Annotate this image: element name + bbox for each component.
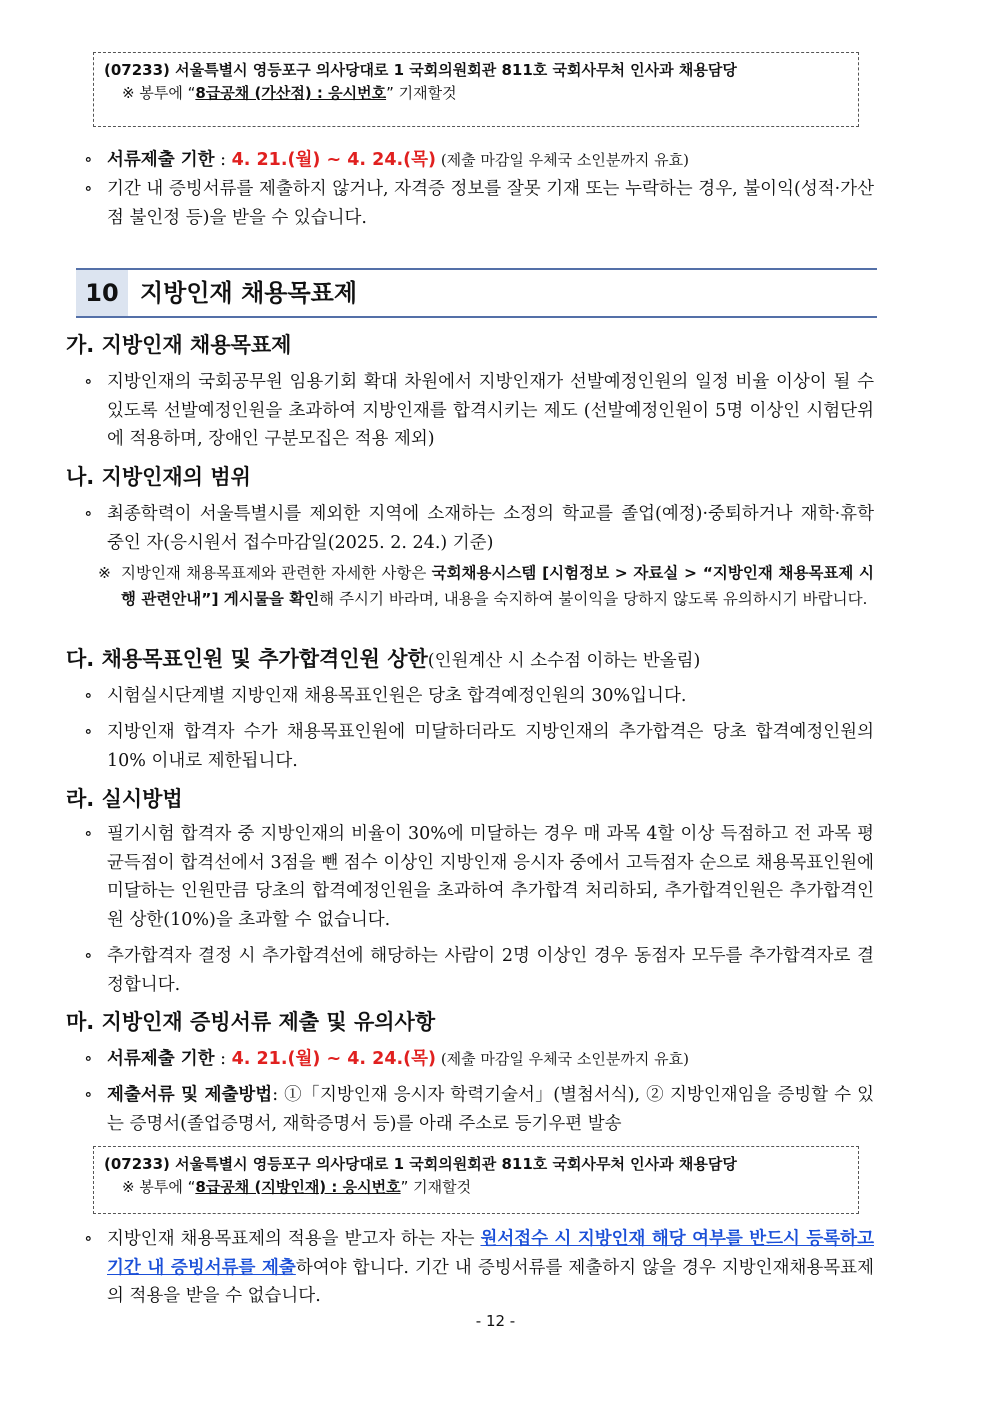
- heading-na: 나. 지방인재의 범위: [66, 465, 251, 489]
- bullet-docs-ma: ∘ 제출서류 및 제출방법: ①「지방인재 응시자 학력기술서」(별첨서식), ② 지방인재임을 증빙할 수 있는 증명서(졸업증명서, 재학증명서 등)를 아래 주소로 등기우편 발송: [84, 1085, 874, 1134]
- bullet-ga: ∘ 지방인재의 국회공무원 임용기회 확대 차원에서 지방인재가 선발예정인원의 일정 비율 이상이 될 수 있도록 선발예정인원을 초과하여 지방인재를 합격시키는 제도 (선발예정인원이 5명 이상인 시험단위에 적용하며, 장애인 구분모집은 적용 제외): [84, 372, 874, 449]
- bullet-warning-top: ∘ 기간 내 증빙서류를 제출하지 않거나, 자격증 정보를 잘못 기재 또는 누락하는 경우, 불이익(성적·가산점 불인정 등)을 받을 수 있습니다.: [84, 179, 874, 228]
- bullet-deadline-top: ∘ 서류제출 기한 : 4. 21.(월) ~ 4. 24.(목) (제출 마감일 우체국 소인분까지 유효): [84, 150, 689, 170]
- heading-ma: 마. 지방인재 증빙서류 제출 및 유의사항: [66, 1010, 436, 1034]
- section-number: 10: [76, 270, 128, 316]
- heading-da: 다. 채용목표인원 및 추가합격인원 상한(인원계산 시 소수점 이하는 반올림): [66, 647, 701, 671]
- heading-ga: 가. 지방인재 채용목표제: [66, 333, 292, 357]
- envelope-note: ※ 봉투에 “8급공채 (가산점) : 응시번호” 기재할것: [122, 84, 457, 102]
- deadline-dates: 4. 21.(월) ~ 4. 24.(목): [231, 1049, 437, 1069]
- bullet-deadline-ma: ∘ 서류제출 기한 : 4. 21.(월) ~ 4. 24.(목) (제출 마감일 우체국 소인분까지 유효): [84, 1049, 689, 1069]
- section-header: [76, 268, 877, 318]
- envelope-label: 8급공채 (지방인재) : 응시번호: [195, 1178, 401, 1196]
- envelope-note: ※ 봉투에 “8급공채 (지방인재) : 응시번호” 기재할것: [122, 1178, 472, 1196]
- section-title: 지방인재 채용목표제: [140, 279, 358, 307]
- address-text: (07233) 서울특별시 영등포구 의사당대로 1 국회의원회관 811호 국회사무처 인사과 채용담당: [104, 1155, 737, 1173]
- bullet-ra-1: ∘ 필기시험 합격자 중 지방인재의 비율이 30%에 미달하는 경우 매 과목 4할 이상 득점하고 전 과목 평균득점이 합격선에서 3점을 뺀 점수 이상인 지방인재 응시자 중에서 고득점자 순으로 채용목표인원에 미달하는 인원만큼 당초의 합격예정인원을 초과하여 추가합격 처리하되, 추가합격인원은 추가합격인원 상한(10%)을 초과할 수 없습니다.: [84, 824, 874, 930]
- bullet-ra-2: ∘ 추가합격자 결정 시 추가합격선에 해당하는 사람이 2명 이상인 경우 동점자 모두를 추가합격자로 결정합니다.: [84, 946, 874, 995]
- address-text: (07233) 서울특별시 영등포구 의사당대로 1 국회의원회관 811호 국회사무처 인사과 채용담당: [104, 61, 737, 79]
- heading-ra: 라. 실시방법: [66, 787, 183, 811]
- page-number: - 12 -: [475, 1312, 516, 1330]
- bullet-da-1: ∘ 시험실시단계별 지방인재 채용목표인원은 당초 합격예정인원의 30%입니다.: [84, 686, 687, 706]
- reference-note-na: ※ 지방인재 채용목표제와 관련한 자세한 사항은 국회채용시스템 [시험정보 > 자료실 > “지방인재 채용목표제 시행 관련안내”] 게시물을 확인해 주시기 바라며, 내용을 숙지하여 불이익을 당하지 않도록 유의하시기 바랍니다.: [98, 564, 875, 608]
- bullet-da-2: ∘ 지방인재 합격자 수가 채용목표인원에 미달하더라도 지방인재의 추가합격은 당초 합격예정인원의 10% 이내로 제한됩니다.: [84, 722, 874, 771]
- address-box-bottom: [93, 1146, 859, 1214]
- highlight-link[interactable]: 원서접수 시 지방인재 해당 여부를 반드시 등록하고 기간 내 증빙서류를 제출: [107, 1229, 874, 1278]
- deadline-dates: 4. 21.(월) ~ 4. 24.(목): [231, 150, 437, 170]
- envelope-label: 8급공채 (가산점) : 응시번호: [195, 84, 387, 102]
- bullet-final-ma: ∘ 지방인재 채용목표제의 적용을 받고자 하는 자는 원서접수 시 지방인재 해당 여부를 반드시 등록하고 기간 내 증빙서류를 제출하여야 합니다. 기간 내 증빙서류를 제출하지 않을 경우 지방인재채용목표제의 적용을 받을 수 없습니다.: [84, 1229, 874, 1306]
- address-box-top: [93, 52, 859, 127]
- bullet-na: ∘ 최종학력이 서울특별시를 제외한 지역에 소재하는 소정의 학교를 졸업(예정)·중퇴하거나 재학·휴학 중인 자(응시원서 접수마감일(2025. 2. 24.) 기준): [84, 504, 874, 553]
